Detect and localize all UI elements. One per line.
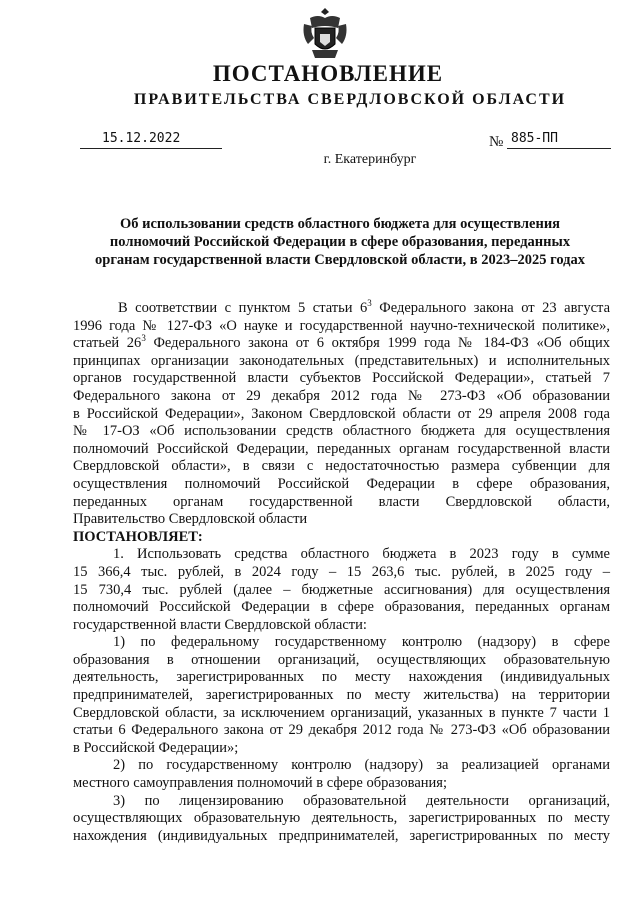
text-line: Правительство Свердловской области [73,511,308,528]
text-line: Свердловской области, за исключением организаций, указанных в пункте 7 части 1 [73,704,610,721]
document-heading [70,215,610,269]
text-line: Свердловской области», в связи с недостаточностью размера субвенции для [73,458,610,475]
text-line: 1) по федеральному государственному контролю (надзору) в сфере [113,634,610,651]
document-body [73,300,610,845]
heading-line: полномочий Российской Федерации в сфере образования, переданных [109,234,571,250]
text-line: 2) по государственному контролю (надзору) за реализацией органами [113,757,610,774]
text-line: 1996 года № 127-ФЗ «О науке и государственной научно-технической политике», [73,317,610,334]
text-line: № 17-ОЗ «Об использовании средств областного бюджета для осуществления [73,423,610,440]
text-line: Федерального закона от 29 декабря 2012 года № 273-ФЗ «Об образовании [73,387,610,404]
document-city: г. Екатеринбург [323,152,417,167]
text-line: полномочий Российской Федерации, переданных органам государственной власти [73,440,610,457]
text-line: 15 366,4 тыс. рублей, в 2024 году – 15 263,6 тыс. рублей, в 2025 году – [73,563,610,580]
text-line: органов государственной власти субъектов Российской Федерации», статьей 7 [73,370,610,387]
subparagraph-1 [73,634,610,757]
intro-paragraph [73,300,610,529]
text-line: образования в отношении организаций, осуществляющих образовательную [73,651,610,668]
text-line: государственной власти Свердловской области: [73,616,367,633]
text-line: в Российской Федерации»; [73,739,239,756]
text-line: статьи 6 Федерального закона от 29 декабря 2012 года № 273-ФЗ «Об образовании [73,722,610,739]
subparagraph-3 [73,793,610,846]
text-line: деятельность, зарегистрированных по месту нахождения (индивидуальных [73,669,610,686]
subparagraph-2 [73,757,610,792]
text-line: предпринимателей, зарегистрированных по месту жительства) на территории [73,687,610,704]
text-line: местного самоуправления полномочий в сфере образования; [73,775,447,792]
text-line: принципах организации законодательных (представительных) и исполнительных [73,352,610,369]
text-line: осуществления полномочий Российской Федерации в сфере образования, [73,475,610,492]
document-subtitle: ПРАВИТЕЛЬСТВА СВЕРДЛОВСКОЙ ОБЛАСТИ [133,91,567,108]
text-line: 3) по лицензированию образовательной деятельности организаций, [113,792,610,809]
text-line: статьей $26^3$ Федерального закона от 6 октября 1999 года № 184-ФЗ «Об общих [73,333,610,352]
decree-word: ПОСТАНОВЛЯЕТ: [73,528,203,545]
coat-of-arms-emblem [300,6,350,60]
text-line: 15 730,4 тыс. рублей (далее – бюджетные ассигнования) для осуществления [73,581,610,598]
paragraph-1 [73,546,610,634]
document-date: 15.12.2022 [80,131,222,149]
number-label: № [489,134,504,150]
document-number: 885-ПП [507,131,611,149]
heading-line: органам государственной власти Свердловской области, в 2023–2025 годах [95,252,585,268]
text-line: 1. Использовать средства областного бюджета в 2023 году в сумме [113,546,610,563]
text-line: переданных органам государственной власти Свердловской области, [73,493,610,510]
text-line: нахождения (индивидуальных предпринимателей, зарегистрированных по месту [73,827,610,844]
text-line: осуществляющих образовательную деятельность, зарегистрированных по месту [73,810,610,827]
document-title: ПОСТАНОВЛЕНИЕ [212,61,444,86]
text-line: полномочий Российской Федерации в сфере образования, переданных органам [73,599,610,616]
text-line: в Российской Федерации», Законом Свердловской области от 29 апреля 2008 года [73,405,610,422]
text-line: В соответствии с пунктом 5 статьи $6^3$ Федерального закона от 23 августа [118,298,610,316]
heading-line: Об использовании средств областного бюджета для осуществления [119,216,561,232]
